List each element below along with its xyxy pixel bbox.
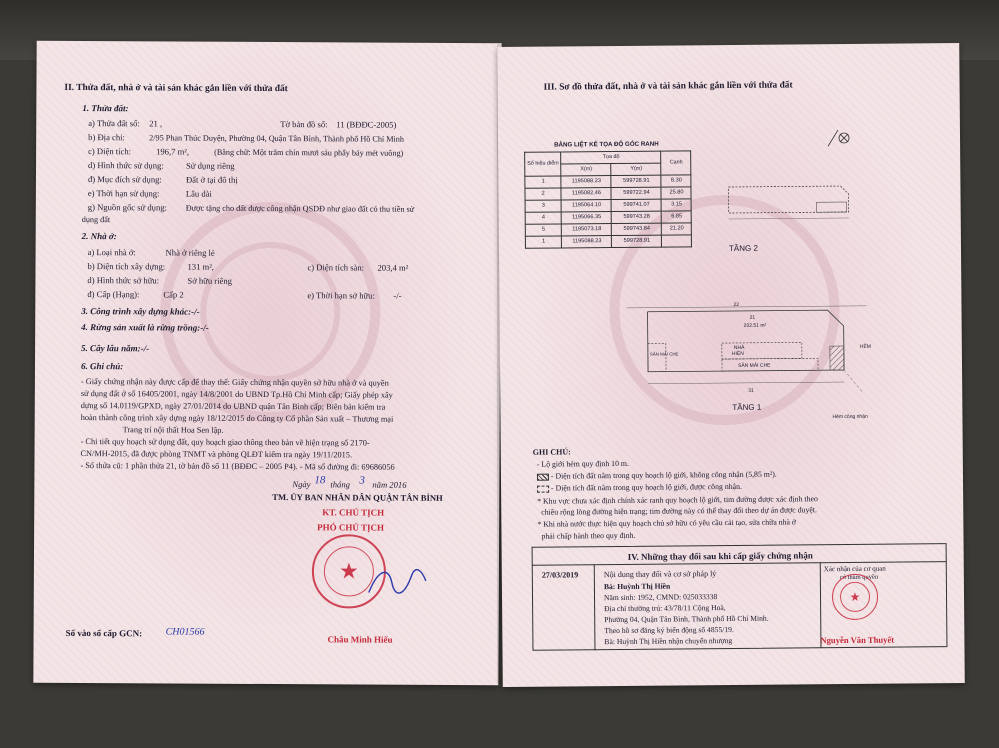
diagram-note: phải chấp hành theo quy định. xyxy=(541,530,636,541)
change-line: Bà: Huỳnh Thị Hiền xyxy=(603,581,671,592)
house-type-label: a) Loại nhà ở: xyxy=(87,247,136,258)
diagram-note-dotted: - Diện tích đất nằm trong quy hoạch lộ giới, được công nhận. xyxy=(537,481,742,494)
ownership-term-value: -/- xyxy=(393,290,402,301)
change-date: 27/03/2019 xyxy=(541,570,579,580)
star-emblem-icon: ★ xyxy=(338,558,359,584)
table-row: 4 1195066.35 599743.28 6.85 xyxy=(525,211,692,224)
map-sheet-value: 11 (BĐĐC-2005) xyxy=(336,119,397,130)
built-area-label: b) Diện tích xây dựng: xyxy=(87,261,166,272)
col-edge-header: Cạnh xyxy=(661,151,691,175)
col-y-header: Y(m) xyxy=(611,163,661,175)
section-title: II. Thửa đất, nhà ở và tài sản khác gắn liền với thửa đất xyxy=(64,82,288,95)
issue-date-prefix: Ngày xyxy=(292,479,311,490)
plan-neighbor-top: 22 xyxy=(733,301,740,308)
star-emblem-icon: ★ xyxy=(849,589,861,604)
usage-term-value: Lâu dài xyxy=(185,188,212,199)
issuing-authority: TM. ỦY BAN NHÂN DÂN QUẬN TÂN BÌNH xyxy=(272,492,443,503)
house-heading: 2. Nhà ở: xyxy=(81,231,117,242)
house-type-value: Nhà ở riêng lẻ xyxy=(165,247,215,258)
address-label: b) Địa chỉ: xyxy=(88,132,125,143)
address-value: 2/95 Phan Thúc Duyện, Phường 04, Quận Tân Bình, Thành phố Hồ Chí Minh xyxy=(149,133,405,144)
land-number-label: a) Thửa đất số: xyxy=(88,118,140,129)
note-line: Trang trí nội thất Hoa Sen lập. xyxy=(122,425,224,435)
table-row: 5 1195073.18 599743.84 21.20 xyxy=(525,223,692,236)
diagram-notes-title: GHI CHÚ: xyxy=(532,447,571,457)
production-forest: 4. Rừng sản xuất là rừng trồng:-/- xyxy=(81,322,209,333)
diagram-note-hatched: - Diện tích đất nằm trong quy hoạch lộ giới, không công nhận (5,85 m²). xyxy=(537,469,777,482)
plan-area: 202.51 m² xyxy=(743,322,767,329)
plan-existing-label: HIỆN xyxy=(731,350,744,357)
change-signer-name: Nguyễn Văn Thuyết xyxy=(820,634,895,646)
diagram-note: chiều rộng lòng đường hiện trạng; tim đường này có thể thay đổi theo dự án được duyệt. xyxy=(541,505,817,517)
note-line: CN/MH-2015, đã được phòng TNMT và phòng QLĐT kiểm tra ngày 19/11/2015. xyxy=(80,449,353,460)
land-number-value: 21 , xyxy=(149,118,163,129)
plan-road-label: HẺM xyxy=(859,343,871,350)
note-line: - Số thửa cũ: 1 phần thửa 21, tờ bản đồ số 11 (BĐĐC – 2005 P4). - Mã số đường đi: 69686056 xyxy=(80,461,395,472)
change-line: Phường 04, Quận Tân Bình, Thành phố Hồ Chí Minh. xyxy=(604,613,769,625)
area-value: 196,7 m², xyxy=(156,146,190,157)
floor-area-label: c) Diện tích sàn: xyxy=(307,262,365,273)
change-confirm-header-2: có thẩm quyền xyxy=(839,573,879,582)
diagram-section-title: III. Sơ đồ thửa đất, nhà ở và tài sản khác gắn liền với thửa đất xyxy=(543,80,793,93)
plan-covered-yard: SÂN MÁI CHE xyxy=(737,362,771,369)
deputy-title: KT. CHỦ TỊCH xyxy=(322,507,385,518)
hatch-legend-icon xyxy=(537,473,549,480)
certificate-number-label: Số vào sổ cấp GCN: xyxy=(65,627,143,639)
plan-road-recognized: Hẻm công nhận xyxy=(832,413,868,421)
usage-origin-label: g) Nguồn gốc sử dụng: xyxy=(87,202,167,213)
col-point-header: Số hiệu điểm xyxy=(525,152,562,176)
note-line: - Chi tiết quy hoạch sử dụng đất, quy hoạch giao thông theo bản vẽ hiện trạng số 2170- xyxy=(80,437,370,448)
usage-purpose-label: đ) Mục đích sử dụng: xyxy=(87,174,162,185)
change-line: Năm sinh: 1952, CMND: 025033338 xyxy=(603,592,718,603)
note-line: - Giấy chứng nhận này được cấp để thay thế: Giấy chứng nhận quyền sở hữu nhà ở và quyền xyxy=(80,377,389,388)
dotted-legend-icon xyxy=(537,485,549,492)
floor-area-value: 203,4 m² xyxy=(377,262,409,273)
table-row: 1 1195088.23 599728.91 8.30 xyxy=(525,175,692,188)
change-content-header: Nội dung thay đổi và cơ sở pháp lý xyxy=(603,569,717,580)
note-line: sử dụng đất ở số 16405/2001, ngày 14/8/2001 do UBND Tp.Hồ Chí Minh cấp; Giấy phép xây xyxy=(80,389,393,400)
grade-label: đ) Cấp (Hạng): xyxy=(87,289,140,300)
usage-purpose-value: Đất ở tại đô thị xyxy=(185,174,238,185)
usage-form-value: Sử dụng riêng xyxy=(186,160,235,171)
col-x-header: X(m) xyxy=(561,164,611,176)
coordinate-table-title: BẢNG LIỆT KÊ TỌA ĐỘ GÓC RANH xyxy=(554,140,659,149)
plan-covered-yard-left: SÂN MÁI CHE xyxy=(649,351,679,357)
built-area-value: 131 m², xyxy=(187,261,214,272)
ownership-value: Sở hữu riêng xyxy=(187,275,232,286)
usage-origin-value-cont: dụng đất xyxy=(81,215,111,225)
floor2-label: TẦNG 2 xyxy=(728,243,758,254)
area-in-words: (Bằng chữ: Một trăm chín mươi sáu phẩy bảy mét vuông) xyxy=(214,147,404,158)
grade-value: Cấp 2 xyxy=(163,289,184,300)
change-line: Theo hồ sơ đăng ký biến động số 4855/19. xyxy=(604,624,734,636)
table-row: 2 1195082.46 599722.94 25.80 xyxy=(525,187,692,200)
plan-neighbor-bottom: 31 xyxy=(748,387,754,394)
other-construction: 3. Công trình xây dựng khác:-/- xyxy=(81,306,200,317)
certificate-right-page xyxy=(497,43,965,687)
map-sheet-label: Tờ bản đồ số: xyxy=(280,119,328,130)
issue-date-day: 18 xyxy=(314,474,326,487)
change-confirm-header: Xác nhận của cơ quan xyxy=(823,564,886,574)
diagram-note: - Lộ giới hẻm quy định 10 m. xyxy=(536,458,629,469)
notes-heading: 6. Ghi chú: xyxy=(80,361,124,372)
floor2-plan xyxy=(720,174,861,235)
land-heading: 1. Thửa đất: xyxy=(82,103,129,114)
diagram-note: * Khi nhà nước thực hiện quy hoạch chủ sở hữu có yêu cầu cải tạo, sửa chữa nhà ở xyxy=(537,517,797,529)
plan-lot-number: 21 xyxy=(749,314,756,321)
ownership-label: d) Hình thức sở hữu: xyxy=(87,275,160,286)
area-label: c) Diện tích: xyxy=(88,146,132,157)
floor1-plan xyxy=(621,292,872,404)
issue-date-month-label: tháng xyxy=(330,479,350,490)
plan-house-label: NHÀ xyxy=(733,344,745,351)
usage-term-label: e) Thời hạn sử dụng: xyxy=(87,188,160,199)
floor1-label: TẦNG 1 xyxy=(732,402,762,412)
coordinate-table xyxy=(524,150,692,248)
issue-date-year: năm 2016 xyxy=(372,479,407,490)
table-row: 3 1195064.10 599741.07 3.15 xyxy=(525,199,692,212)
north-arrow-icon xyxy=(824,126,854,150)
changes-title: IV. Những thay đổi sau khi cấp giấy chứng nhận xyxy=(627,550,813,562)
signature-mark xyxy=(364,563,434,603)
ownership-term-label: e) Thời hạn sở hữu: xyxy=(307,290,375,301)
certificate-left-page xyxy=(33,41,501,685)
usage-form-label: d) Hình thức sử dụng: xyxy=(88,160,164,171)
issue-date-month: 3 xyxy=(359,474,365,487)
certificate-number-value: CH01566 xyxy=(165,626,205,638)
change-line: Địa chỉ thường trú: 43/78/11 Cộng Hoà, xyxy=(604,603,726,614)
note-line: hoàn thành công trình xây dựng ngày 18/12/2015 do Công ty Cổ phần Sản xuất – Thương mại xyxy=(80,413,394,424)
signer-name: Châu Minh Hiếu xyxy=(327,634,393,645)
change-line: Bà: Huỳnh Thị Hiền nhận chuyển nhượng xyxy=(604,636,733,647)
change-official-seal xyxy=(832,574,878,620)
table-row: 1 1195088.23 599728.91 xyxy=(525,235,692,248)
vice-chairman-title: PHÓ CHỦ TỊCH xyxy=(317,522,385,533)
col-coord-header: Tọa độ xyxy=(561,151,661,164)
note-line: dựng số 14.0119/GPXD, ngày 27/01/2014 do UBND quận Tân Bình cấp; Biên bản kiểm tra xyxy=(80,401,386,412)
usage-origin-value: Được tặng cho đất được công nhận QSDĐ như giao đất có thu tiền sử xyxy=(185,203,415,214)
perennial-trees: 5. Cây lâu năm:-/- xyxy=(81,343,150,354)
diagram-note: * Khu vực chưa xác định chính xác ranh quy hoạch lộ giới, tim đường được xác định theo xyxy=(537,494,818,506)
